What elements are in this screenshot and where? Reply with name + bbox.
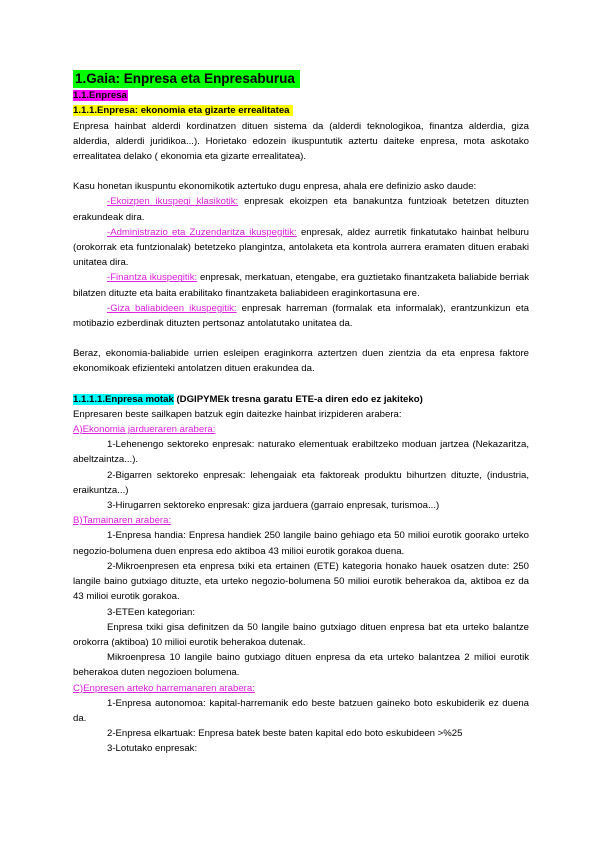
list-item: 1-Enpresa autonomoa: kapital-harremanik edo beste batzuen gaineko boto eskubiderik ez duena da. — [73, 697, 529, 724]
list-item: 3-ETEen kategorian: — [107, 606, 195, 618]
definition-label: -Giza baliabideen ikuspegitik: — [107, 302, 237, 314]
definition-label: -Administrazio eta Zuzendaritza ikuspegitik: — [107, 226, 297, 238]
section-heading-1-1: 1.1.Enpresa — [73, 90, 127, 102]
chapter-title: 1.Gaia: Enpresa eta Enpresaburua — [73, 70, 300, 88]
definition-item: -Administrazio eta Zuzendaritza ikuspegitik: enpresak, aldez aurretik finkatutako hainbat helburu (orokorrak eta funtzionalak) betetzeko plangintza, antolaketa eta kontrola aurrera eramaten dituen erabaki unitatea dira. — [73, 226, 530, 269]
definition-label: -Ekoizpen ikuspegi klasikotik: — [107, 196, 239, 208]
kasu-paragraph: Kasu honetan ikuspuntu ekonomikotik aztertuko dugu enpresa, ahala ere definizio asko daude: — [73, 181, 477, 193]
list-item: 3-Hirugarren sektoreko enpresak: giza jarduera (garraio enpresak, turismoa...) — [107, 500, 440, 512]
subsection-b-heading: B)Tamainaren arabera: — [73, 515, 172, 527]
list-item: Enpresa txiki gisa definitzen da 50 langile baino gutxiago dituen enpresa bat eta urteko balantze orokorra (aktiboa) 10 milioi eurotik beherakoa dutenak. — [73, 621, 529, 648]
definition-item: -Ekoizpen ikuspegi klasikotik: enpresak ekoizpen eta banakuntza funtzioak betetzen dituzten erakundeak dira. — [73, 196, 530, 223]
definition-item: -Finantza ikuspegitik: enpresak, merkatuan, etengabe, era guztietako finantzaketa baliabide berriak bilatzen dituzte eta baita erabilitako finantzaketa baliabideen eraginkortasuna ere. — [73, 272, 529, 299]
intro-paragraph: Enpresa hainbat alderdi kordinatzen dituen sistema da (alderdi teknologikoa, finantza alderdia, giza alderdia, alderdi juridikoa...). Horietako edozein ikuspuntutik aztertu daiteke enpresa, mota askotako errealitatea delako ( ekonomia eta gizarte errealitatea). — [73, 120, 529, 163]
list-item: 2-Enpresa elkartuak: Enpresa batek beste baten kapital edo boto eskubideen >%25 — [107, 728, 463, 740]
list-item: 2-Bigarren sektoreko enpresak: lehengaiak eta faktoreak produktu bihurtzen dituzte, (industria, eraikuntza...) — [73, 469, 529, 496]
definition-label: -Finantza ikuspegitik: — [107, 272, 198, 284]
section-heading-1-1-1-1: 1.1.1.1.Enpresa motak (DGIPYMEk tresna garatu ETE-a diren edo ez jakiteko) — [73, 393, 423, 405]
list-item: Mikroenpresa 10 langile baino gutxiago dituen enpresa da eta urteko balantzea 2 milioi eurotik beherakoa duten negozioen bolumena. — [73, 652, 529, 679]
subsection-a-heading: A)Ekonomia jardueraren arabera: — [73, 424, 216, 436]
definition-item: -Giza baliabideen ikuspegitik: enpresak harreman (formalak eta informalak), erantzunkizun eta motibazio ezberdinak dituzten pertsonaz antolatutako unitatea da. — [73, 302, 529, 330]
list-item: 2-Mikroenpresen eta enpresa txiki eta ertainen (ETE) kategoria honako hauek osatzen dute: 250 langile baino gutxiago dituzte, eta urteko negozio-bolumena 50 milioi eurotik beherakoa da, aktiboa ez da 43 milioi eurotik gorakoa. — [73, 560, 529, 603]
beraz-paragraph: Beraz, ekonomia-baliabide urrien esleipen eraginkorra aztertzen duen zientzia da eta enpresa faktore ekonomikoak efizienteki antolatzen dituen erakundea da. — [73, 348, 529, 375]
sailkapen-paragraph: Enpresaren beste sailkapen batzuk egin daitezke hainbat irizpideren arabera: — [73, 408, 402, 420]
section-heading-1-1-1: 1.1.1.Enpresa: ekonomia eta gizarte errealitatea — [73, 105, 293, 116]
list-item: 3-Lotutako enpresak: — [107, 743, 198, 755]
subsection-c-heading: C)Enpresen arteko harremanaren arabera: — [73, 682, 255, 694]
list-item: 1-Enpresa handia: Enpresa handiek 250 langile baino gehiago eta 50 milioi eurotik goorako urteko negozio-bolumena duen enpresa edo aktiboa 43 milioi eurotik gorakoa duena. — [73, 530, 529, 557]
list-item: 1-Lehenengo sektoreko enpresak: naturako elementuak erabiltzeko moduan jartzea (Nekazaritza, abeltzaintza...). — [73, 439, 529, 466]
document-page — [73, 70, 529, 757]
